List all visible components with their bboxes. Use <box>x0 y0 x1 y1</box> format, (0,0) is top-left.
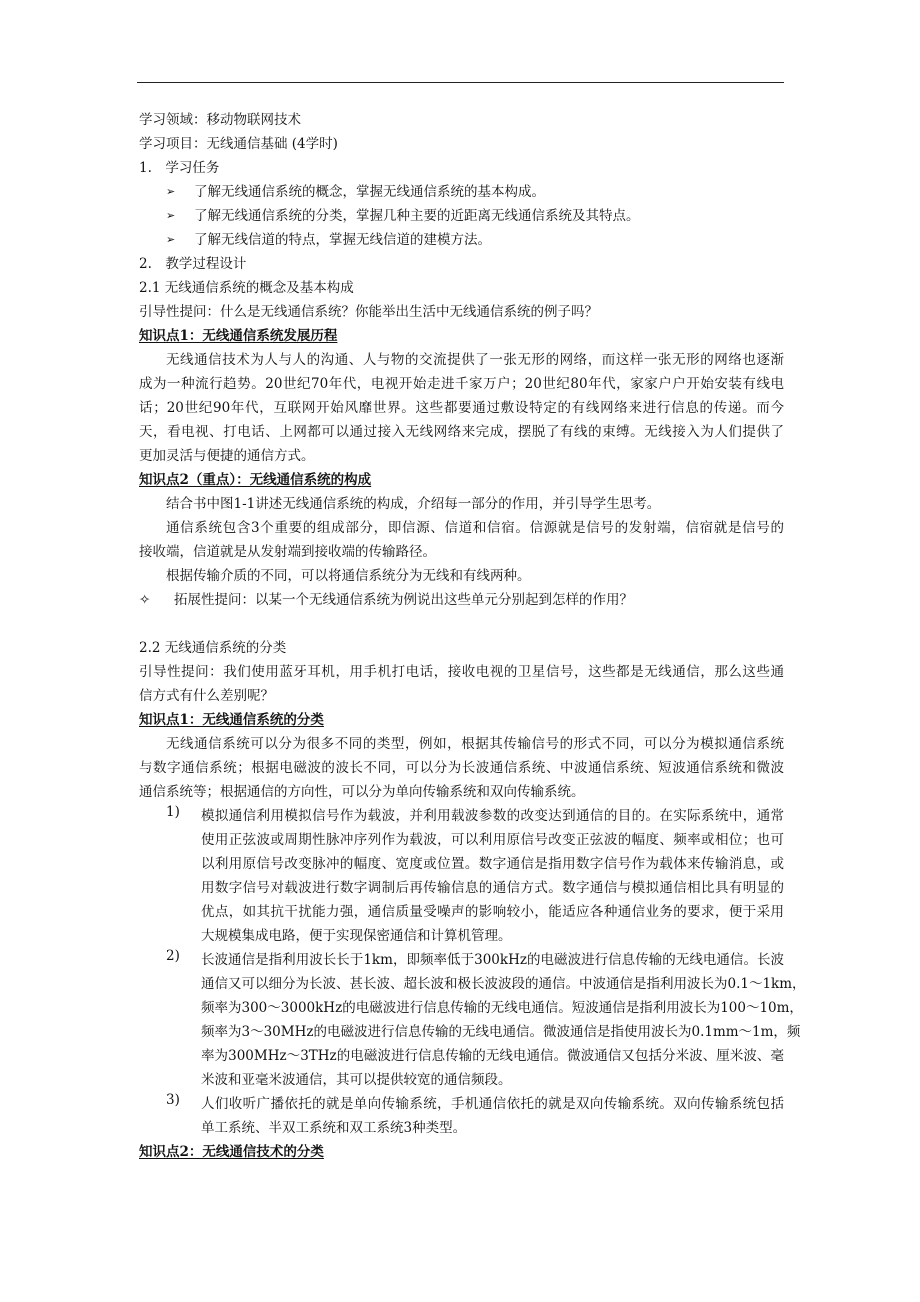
classification-paragraph: 无线通信系统可以分为很多不同的类型，例如，根据其传输信号的形式不同，可以分为模拟通信系统 与数字通信系统；根据电磁波的波长不同，可以分为长波通信系统、中波通信系统、短波通信系统和微波 通信系统等；根据通信的方向性，可以分为单向传输系统和双向传输系统。 <box>139 736 784 800</box>
item-number: 1) <box>166 804 180 820</box>
numbered-item: 1) 模拟通信利用模拟信号作为载波，并利用载波参数的改变达到通信的目的。在实际系统中，通常 使用正弦波或周期性脉冲序列作为载波，可以利用原信号改变正弦波的幅度、频率或相位；也可 以利用原信号改变脉冲的幅度、宽度或位置。数字通信是指用数字信号作为载体来传输消息，或 用数字信号对载波进行数字调制后再传输信息的通信方式。数字通信与模拟通信相比具有明显的 优点，如其抗干扰能力强，通信质量受噪声的影响较小，能适应各种通信业务的要求，便于采用 大规模集成电路，便于实现保密通信和计算机管理。 <box>166 804 784 944</box>
learning-project: 学习项目：无线通信基础 (4学时) <box>139 136 338 152</box>
item-number: 3) <box>166 1092 180 1108</box>
diamond-bullet-icon: ✧ <box>139 592 151 608</box>
history-paragraph: 无线通信技术为人与人的沟通、人与物的交流提供了一张无形的网络，而这样一张无形的网络也逐渐 成为一种流行趋势。20世纪70年代，电视开始走进千家万户；20世纪80年代，家家户户开始安装有线电 话；20世纪90年代，互联网开始风靡世界。这些都要通过敷设特定的有线网络来进行信息的传递。而今 天，看电视、打电话、上网都可以通过接入无线网络来完成，摆脱了有线的束缚。无线接入为人们提供了 更加灵活与便捷的通信方式。 <box>139 352 784 464</box>
knowledge-point-title: 知识点2（重点）：无线通信系统的构成 <box>139 472 372 488</box>
section-2-2-guide-question: 引导性提问：我们使用蓝牙耳机，用手机打电话，接收电视的卫星信号，这些都是无线通信，那么这些通 信方式有什么差别呢？ <box>139 664 784 704</box>
structure-paragraph: 通信系统包含3个重要的组成部分，即信源、信道和信宿。信源就是信号的发射端，信宿就是信号的 接收端，信道就是从发射端到接收端的传输路径。 <box>139 520 784 560</box>
numbered-item: 2) 长波通信是指利用波长长于1km，即频率低于300kHz的电磁波进行信息传输的无线电通信。长波 通信又可以细分为长波、甚长波、超长波和极长波波段的通信。中波通信是指利用波长为0.1～1km， 频率为300～3000kHz的电磁波进行信息传输的无线电通信。短波通信是指利用波长为100～10m， 频率为3～30MHz的电磁波进行信息传输的无线电通信。微波通信是指使用波长为0.1mm～1m，频 率为300MHz～3THz的电磁波进行信息传输的无线电通信。微波通信又包括分米波、厘米波、毫 米波和亚毫米波通信，其可以提供较宽的通信频段。 <box>166 948 806 1088</box>
section-2-1-title: 2.1 无线通信系统的概念及基本构成 <box>139 280 354 296</box>
numbered-item: 3) 人们收听广播依托的就是单向传输系统，手机通信依托的就是双向传输系统。双向传输系统包括 单工系统、半双工系统和双工系统3种类型。 <box>166 1092 784 1136</box>
tasks-heading: 1. 学习任务 <box>139 160 220 176</box>
extension-question: ✧ 拓展性提问：以某一个无线通信系统为例说出这些单元分别起到怎样的作用？ <box>139 588 784 612</box>
knowledge-point-title: 知识点1：无线通信系统的分类 <box>139 712 324 728</box>
knowledge-point-title: 知识点1：无线通信系统发展历程 <box>139 328 338 344</box>
header-rule <box>137 82 784 83</box>
arrow-bullet-icon: ➢ <box>166 185 176 198</box>
arrow-bullet-icon: ➢ <box>166 233 176 246</box>
document-body <box>139 108 806 1164</box>
design-heading: 2. 教学过程设计 <box>139 256 247 272</box>
medium-paragraph: 根据传输介质的不同，可以将通信系统分为无线和有线两种。 <box>166 568 531 584</box>
knowledge-point-title: 知识点2：无线通信技术的分类 <box>139 1144 324 1160</box>
task-item: ➢ 了解无线通信系统的分类，掌握几种主要的近距离无线通信系统及其特点。 <box>139 204 784 228</box>
task-item: ➢ 了解无线通信系统的概念，掌握无线通信系统的基本构成。 <box>139 180 784 204</box>
learning-area: 学习领域：移动物联网技术 <box>139 112 301 128</box>
task-item: ➢ 了解无线信道的特点，掌握无线信道的建模方法。 <box>139 228 784 252</box>
section-2-1-guide-question: 引导性提问：什么是无线通信系统？你能举出生活中无线通信系统的例子吗？ <box>139 304 598 320</box>
section-2-2-title: 2.2 无线通信系统的分类 <box>139 640 287 656</box>
arrow-bullet-icon: ➢ <box>166 209 176 222</box>
structure-intro: 结合书中图1-1讲述无线通信系统的构成，介绍每一部分的作用，并引导学生思考。 <box>166 496 661 512</box>
item-number: 2) <box>166 948 180 964</box>
